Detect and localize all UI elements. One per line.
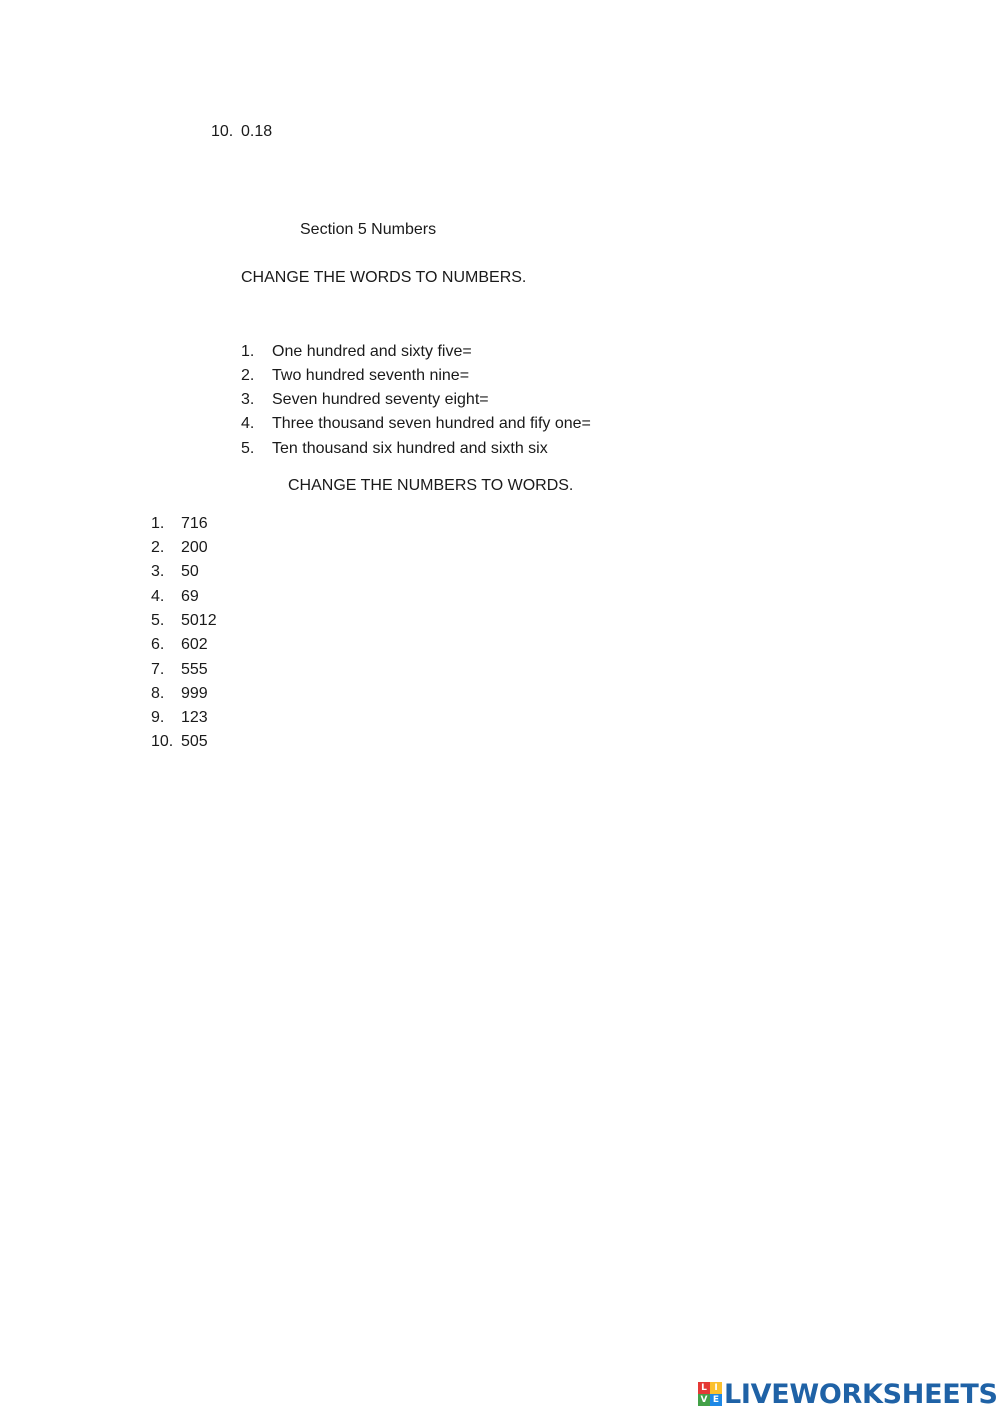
list-item xyxy=(151,611,217,631)
list-number: 3. xyxy=(151,563,165,580)
list-item xyxy=(241,342,472,362)
list-number: 9. xyxy=(151,709,165,726)
list-item xyxy=(151,538,208,558)
list-number: 3. xyxy=(241,391,255,408)
list-number: 1. xyxy=(241,343,255,360)
list-text: 50 xyxy=(181,563,199,580)
list-text: 602 xyxy=(181,636,208,653)
list-text: 555 xyxy=(181,661,208,678)
list-number: 2. xyxy=(241,367,255,384)
list-item xyxy=(151,684,208,704)
list-item xyxy=(241,414,591,434)
logo-letter-v: V xyxy=(698,1394,710,1406)
list-text: One hundred and sixty five= xyxy=(272,343,472,360)
list-item xyxy=(151,587,199,607)
logo-letter-l: L xyxy=(698,1382,710,1394)
list-item xyxy=(151,732,208,752)
list-text: Two hundred seventh nine= xyxy=(272,367,470,384)
list-item xyxy=(241,439,548,459)
liveworksheets-logo-icon xyxy=(698,1382,722,1406)
list-item xyxy=(241,366,470,386)
list-text: 999 xyxy=(181,685,208,702)
list-number: 6. xyxy=(151,636,165,653)
list-text: 200 xyxy=(181,539,208,556)
list-number: 5. xyxy=(241,440,255,457)
list-text: 0.18 xyxy=(241,123,273,140)
list-text: Three thousand seven hundred and fify one= xyxy=(272,415,591,432)
logo-letter-i: I xyxy=(710,1382,722,1394)
words-to-numbers-heading: CHANGE THE WORDS TO NUMBERS. xyxy=(241,269,527,286)
list-text: 505 xyxy=(181,733,208,750)
list-number: 1. xyxy=(151,515,165,532)
list-number: 7. xyxy=(151,661,165,678)
list-text: 123 xyxy=(181,709,208,726)
numbers-to-words-heading: CHANGE THE NUMBERS TO WORDS. xyxy=(288,477,574,494)
brand-name: LIVEWORKSHEETS xyxy=(724,1378,998,1410)
list-text: 5012 xyxy=(181,612,217,629)
list-number: 4. xyxy=(151,588,165,605)
list-number: 4. xyxy=(241,415,255,432)
section-title: Section 5 Numbers xyxy=(300,221,437,238)
list-item xyxy=(151,562,199,582)
list-number: 8. xyxy=(151,685,165,702)
list-number: 2. xyxy=(151,539,165,556)
logo-letter-e: E xyxy=(710,1394,722,1406)
list-item xyxy=(151,708,208,728)
list-text: Seven hundred seventy eight= xyxy=(272,391,489,408)
list-number: 10. xyxy=(211,123,234,140)
list-number: 10. xyxy=(151,733,174,750)
list-text: Ten thousand six hundred and sixth six xyxy=(272,440,548,457)
list-number: 5. xyxy=(151,612,165,629)
liveworksheets-brand xyxy=(698,1379,998,1409)
list-item xyxy=(151,514,208,534)
list-item xyxy=(151,635,208,655)
top-list-item xyxy=(211,122,273,142)
list-item xyxy=(151,660,208,680)
list-text: 716 xyxy=(181,515,208,532)
list-text: 69 xyxy=(181,588,199,605)
list-item xyxy=(241,390,489,410)
